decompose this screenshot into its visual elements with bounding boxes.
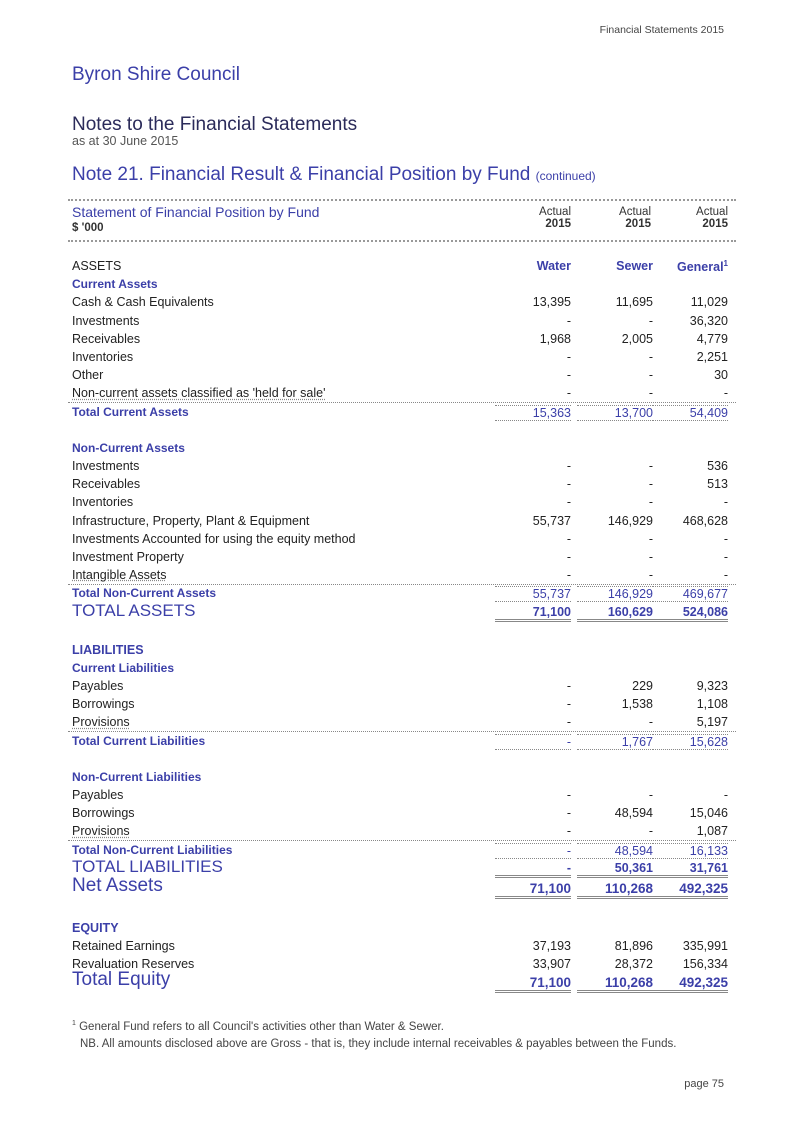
row-value-text: -	[723, 386, 728, 401]
row-value-text: 11,029	[690, 295, 728, 310]
row-value-text: 4,779	[696, 331, 728, 346]
row-value	[577, 332, 653, 346]
row-value	[652, 550, 728, 564]
row-value	[577, 788, 653, 802]
row-value	[652, 939, 728, 953]
row-value	[495, 368, 571, 382]
row-value	[577, 350, 653, 364]
row-value	[652, 734, 728, 750]
row-value	[652, 477, 728, 491]
row-value-text: Sewer	[616, 259, 653, 273]
row-label: Non-current assets classified as 'held for sale'	[72, 386, 326, 401]
row-value-text: 513	[707, 477, 728, 492]
row-value-text: -	[648, 313, 653, 328]
row-value-text: 31,761	[689, 860, 728, 875]
row-label: Investment Property	[72, 550, 184, 564]
row-label: ASSETS	[72, 259, 122, 273]
row-value-text: 468,628	[682, 513, 728, 528]
row-label: Revaluation Reserves	[72, 957, 195, 972]
row-value	[577, 568, 653, 582]
row-label: EQUITY	[72, 920, 119, 935]
table-row	[0, 477, 796, 495]
row-value	[652, 350, 728, 364]
row-value-text: 13,700	[614, 405, 653, 420]
row-label: Provisions	[72, 824, 130, 839]
row-label: Current Liabilities	[72, 660, 175, 675]
row-value-text: -	[566, 568, 571, 583]
row-value	[652, 679, 728, 693]
table-row	[0, 350, 796, 368]
row-label: Total Current Assets	[72, 404, 189, 419]
row-value	[577, 386, 653, 400]
row-value	[495, 459, 571, 473]
row-value	[652, 788, 728, 802]
row-value	[495, 259, 571, 273]
council-name: Byron Shire Council	[72, 64, 240, 85]
row-value	[495, 495, 571, 509]
row-value-text: 9,323	[696, 679, 728, 693]
row-value-text: -	[723, 788, 728, 802]
row-value-text: -	[648, 350, 653, 364]
footnote-marker: 1	[723, 259, 728, 268]
row-value	[577, 514, 653, 528]
row-value-text: 36,320	[689, 313, 728, 328]
column-header-label: Actual	[619, 206, 651, 218]
table-row	[0, 921, 796, 939]
row-value	[652, 259, 728, 274]
page-number: page 75	[684, 1078, 724, 1090]
row-label: Investments	[72, 313, 140, 328]
row-value-text: -	[648, 788, 653, 802]
row-value-text: -	[648, 531, 653, 546]
row-label: Non-Current Liabilities	[72, 769, 202, 784]
row-value	[495, 679, 571, 693]
table-row	[0, 314, 796, 332]
row-value-text: 33,907	[532, 957, 571, 972]
subtotal-rule	[68, 840, 736, 841]
row-value-text: 30	[714, 368, 728, 383]
row-value-text: -	[566, 697, 571, 712]
row-label: Non-Current Assets	[72, 440, 185, 455]
row-value	[577, 495, 653, 509]
table-row	[0, 770, 796, 788]
row-value	[577, 605, 653, 622]
note-continued: (continued)	[535, 169, 596, 183]
row-value-text: 156,334	[682, 957, 728, 972]
row-value	[577, 881, 653, 899]
row-label: Inventories	[72, 350, 134, 364]
row-value-text: 335,991	[682, 939, 728, 953]
row-value-text: 11,695	[615, 295, 653, 310]
row-value	[495, 532, 571, 546]
row-value-text: 15,628	[689, 734, 728, 749]
row-value	[652, 514, 728, 528]
row-label: Payables	[72, 679, 124, 693]
row-value-text: -	[648, 824, 653, 839]
row-value-text: 469,677	[682, 587, 728, 602]
row-value	[577, 824, 653, 838]
footnote-1-text: General Fund refers to all Council's activities other than Water & Sewer.	[79, 1020, 444, 1033]
row-value	[652, 715, 728, 729]
row-value-text: -	[648, 568, 653, 583]
row-value	[577, 405, 653, 421]
row-value-text: 1,538	[621, 697, 653, 712]
running-header: Financial Statements 2015	[599, 24, 724, 36]
row-value	[652, 314, 728, 328]
row-value	[652, 697, 728, 711]
subtotal-rule	[68, 584, 736, 585]
column-header-year: 2015	[702, 218, 728, 230]
row-label: Total Non-Current Assets	[72, 586, 217, 601]
row-value	[495, 568, 571, 582]
row-value-text: -	[566, 531, 571, 546]
row-value	[495, 350, 571, 364]
row-label: Total Current Liabilities	[72, 733, 206, 748]
row-value	[652, 843, 728, 859]
row-value	[652, 386, 728, 400]
row-value-text: -	[723, 495, 728, 510]
subtotal-rule	[68, 402, 736, 403]
row-value	[577, 586, 653, 602]
document-title: Notes to the Financial Statements	[72, 114, 358, 135]
row-value	[577, 368, 653, 382]
row-value	[577, 734, 653, 750]
table-row	[0, 969, 796, 993]
row-value-text: 1,767	[621, 734, 653, 749]
row-value	[495, 788, 571, 802]
row-value	[577, 477, 653, 491]
row-value	[652, 405, 728, 421]
row-value-text: -	[566, 386, 571, 401]
row-label: Infrastructure, Property, Plant & Equipment	[72, 513, 310, 528]
row-value	[577, 939, 653, 953]
row-value	[652, 295, 728, 309]
row-value-text: 71,100	[532, 604, 571, 619]
row-value-text: -	[566, 368, 571, 383]
row-value-text: -	[566, 679, 571, 693]
row-value	[495, 957, 571, 971]
row-value-text: -	[648, 550, 653, 564]
column-header-year: 2015	[625, 218, 651, 230]
row-value	[577, 843, 653, 859]
row-value	[577, 679, 653, 693]
row-value	[577, 861, 653, 878]
row-label: LIABILITIES	[72, 642, 144, 657]
footnote-nb: NB. All amounts disclosed above are Gross - that is, they include internal receivables & payables between the Funds.	[80, 1038, 677, 1050]
unit-label: $ '000	[72, 222, 104, 234]
row-label: Retained Earnings	[72, 939, 175, 953]
column-header-general	[648, 206, 728, 230]
row-value-text: 48,594	[614, 843, 653, 858]
row-label: Receivables	[72, 331, 141, 346]
table-row	[0, 295, 796, 313]
row-value-text: 1,108	[696, 697, 728, 712]
row-value	[577, 459, 653, 473]
row-value-text: Water	[536, 259, 571, 273]
row-value-text: -	[566, 824, 571, 839]
row-label: Borrowings	[72, 806, 135, 821]
table-row	[0, 259, 796, 277]
row-value	[495, 843, 571, 859]
row-value-text: 229	[632, 679, 653, 693]
row-value	[577, 715, 653, 729]
row-value-text: -	[648, 477, 653, 492]
row-value-text: -	[566, 495, 571, 510]
row-value-text: -	[566, 788, 571, 802]
row-value-text: 16,133	[689, 843, 728, 858]
row-value-text: -	[566, 550, 571, 564]
row-value-text: -	[723, 550, 728, 564]
row-value-text: 15,363	[532, 405, 571, 420]
row-value	[652, 881, 728, 899]
table-row	[0, 368, 796, 386]
row-label: Total Non-Current Liabilities	[72, 842, 233, 857]
row-value	[495, 514, 571, 528]
row-value	[495, 295, 571, 309]
row-value	[577, 806, 653, 820]
table-row	[0, 532, 796, 550]
row-value	[495, 477, 571, 491]
row-value-text: 50,361	[614, 860, 653, 875]
table-row	[0, 874, 796, 899]
row-label: Total Equity	[72, 969, 171, 991]
table-row	[0, 332, 796, 350]
row-value	[652, 975, 728, 993]
footnote-marker: 1	[72, 1020, 76, 1027]
row-value-text: 55,737	[532, 587, 571, 602]
row-value-text: 13,395	[532, 295, 571, 310]
row-value-text: General	[676, 260, 724, 275]
table-row	[0, 441, 796, 459]
row-value-text: -	[566, 715, 571, 730]
document-subtitle: as at 30 June 2015	[72, 134, 179, 148]
row-label: Net Assets	[72, 874, 163, 896]
row-label: Payables	[72, 788, 124, 802]
row-value	[495, 332, 571, 346]
table-row	[0, 643, 796, 661]
row-value-text: -	[566, 860, 571, 875]
row-value-text: 5,197	[696, 715, 728, 730]
row-value-text: 55,737	[532, 513, 571, 528]
row-value	[495, 939, 571, 953]
row-label: Investments	[72, 459, 140, 473]
row-value	[652, 957, 728, 971]
column-header-label: Actual	[539, 206, 571, 218]
table-top-rule	[68, 199, 736, 201]
row-value-text: 492,325	[679, 880, 728, 896]
row-value-text: -	[723, 531, 728, 546]
row-value-text: -	[648, 715, 653, 730]
note-heading	[72, 164, 596, 186]
row-value	[577, 957, 653, 971]
table-row	[0, 405, 796, 423]
row-value	[495, 697, 571, 711]
row-value-text: -	[566, 350, 571, 364]
row-value	[495, 734, 571, 750]
row-value-text: -	[648, 386, 653, 401]
row-value-text: 15,046	[689, 806, 728, 821]
column-header-sewer	[571, 206, 651, 230]
row-value	[495, 806, 571, 820]
row-label: TOTAL ASSETS	[72, 600, 196, 620]
table-row	[0, 697, 796, 715]
row-value	[652, 332, 728, 346]
row-value-text: 1,087	[696, 824, 728, 839]
row-value-text: 110,268	[604, 975, 653, 991]
table-row	[0, 734, 796, 752]
row-value-text: -	[648, 368, 653, 383]
row-value	[495, 715, 571, 729]
table-row	[0, 514, 796, 532]
table-row	[0, 550, 796, 568]
row-value	[577, 314, 653, 328]
table-row	[0, 679, 796, 697]
row-value-text: 28,372	[614, 957, 653, 972]
row-value	[495, 586, 571, 602]
row-value	[495, 605, 571, 622]
table-row	[0, 600, 796, 623]
column-header-water	[491, 206, 571, 230]
row-value-text: -	[723, 568, 728, 583]
row-label: TOTAL LIABILITIES	[72, 856, 223, 876]
row-value-text: 71,100	[529, 880, 571, 896]
row-value	[495, 550, 571, 564]
row-value-text: -	[566, 313, 571, 328]
row-value	[652, 532, 728, 546]
row-value	[652, 806, 728, 820]
row-value-text: 2,251	[696, 350, 728, 364]
table-row	[0, 277, 796, 295]
row-value-text: 492,325	[679, 975, 728, 991]
row-label: Receivables	[72, 477, 141, 492]
row-value	[577, 532, 653, 546]
row-label: Inventories	[72, 495, 134, 510]
row-value	[495, 975, 571, 993]
row-value-text: -	[648, 495, 653, 510]
table-row	[0, 495, 796, 513]
row-value-text: 536	[707, 459, 728, 473]
table-row	[0, 806, 796, 824]
row-value	[652, 368, 728, 382]
row-value-text: 48,594	[614, 806, 653, 821]
row-value-text: 54,409	[689, 405, 728, 420]
column-header-year: 2015	[545, 218, 571, 230]
statement-title: Statement of Financial Position by Fund	[72, 204, 320, 220]
row-value-text: 2,005	[621, 331, 653, 346]
row-value	[652, 459, 728, 473]
table-row	[0, 459, 796, 477]
row-value	[495, 386, 571, 400]
row-value	[652, 495, 728, 509]
row-value	[577, 550, 653, 564]
row-value	[652, 605, 728, 622]
row-value-text: 71,100	[529, 975, 571, 991]
row-label: Borrowings	[72, 697, 135, 712]
row-label: Investments Accounted for using the equity method	[72, 531, 356, 546]
footnote-1	[72, 1020, 444, 1033]
row-value	[577, 295, 653, 309]
row-value-text: 1,968	[539, 331, 571, 346]
row-label: Intangible Assets	[72, 568, 167, 583]
subtotal-rule	[68, 731, 736, 732]
row-value-text: 37,193	[532, 939, 571, 953]
row-value-text: 146,929	[607, 587, 653, 602]
row-value	[495, 314, 571, 328]
row-value	[652, 568, 728, 582]
note-heading-text: Note 21. Financial Result & Financial Position by Fund	[72, 164, 531, 185]
row-label: Current Assets	[72, 277, 158, 292]
row-value	[652, 586, 728, 602]
row-value-text: -	[566, 459, 571, 473]
row-value	[495, 824, 571, 838]
table-row	[0, 788, 796, 806]
row-value	[495, 861, 571, 878]
table-row	[0, 661, 796, 679]
row-value	[577, 975, 653, 993]
row-value	[652, 824, 728, 838]
row-value-text: 146,929	[607, 513, 653, 528]
row-value-text: 110,268	[604, 880, 653, 896]
row-value-text: -	[566, 843, 571, 858]
row-value-text: -	[566, 806, 571, 821]
row-value	[577, 259, 653, 273]
row-value-text: -	[648, 459, 653, 473]
table-row	[0, 939, 796, 957]
row-label: Other	[72, 368, 104, 383]
row-value	[495, 405, 571, 421]
row-value-text: 160,629	[607, 604, 653, 619]
row-value-text: 81,896	[614, 939, 653, 953]
row-value-text: -	[566, 477, 571, 492]
row-label: Cash & Cash Equivalents	[72, 295, 214, 310]
row-value	[495, 881, 571, 899]
row-value	[652, 861, 728, 878]
row-value-text: 524,086	[682, 604, 728, 619]
row-label: Provisions	[72, 715, 130, 730]
row-value-text: -	[566, 734, 571, 749]
column-header-label: Actual	[696, 206, 728, 218]
row-value	[577, 697, 653, 711]
table-header-rule	[68, 240, 736, 242]
